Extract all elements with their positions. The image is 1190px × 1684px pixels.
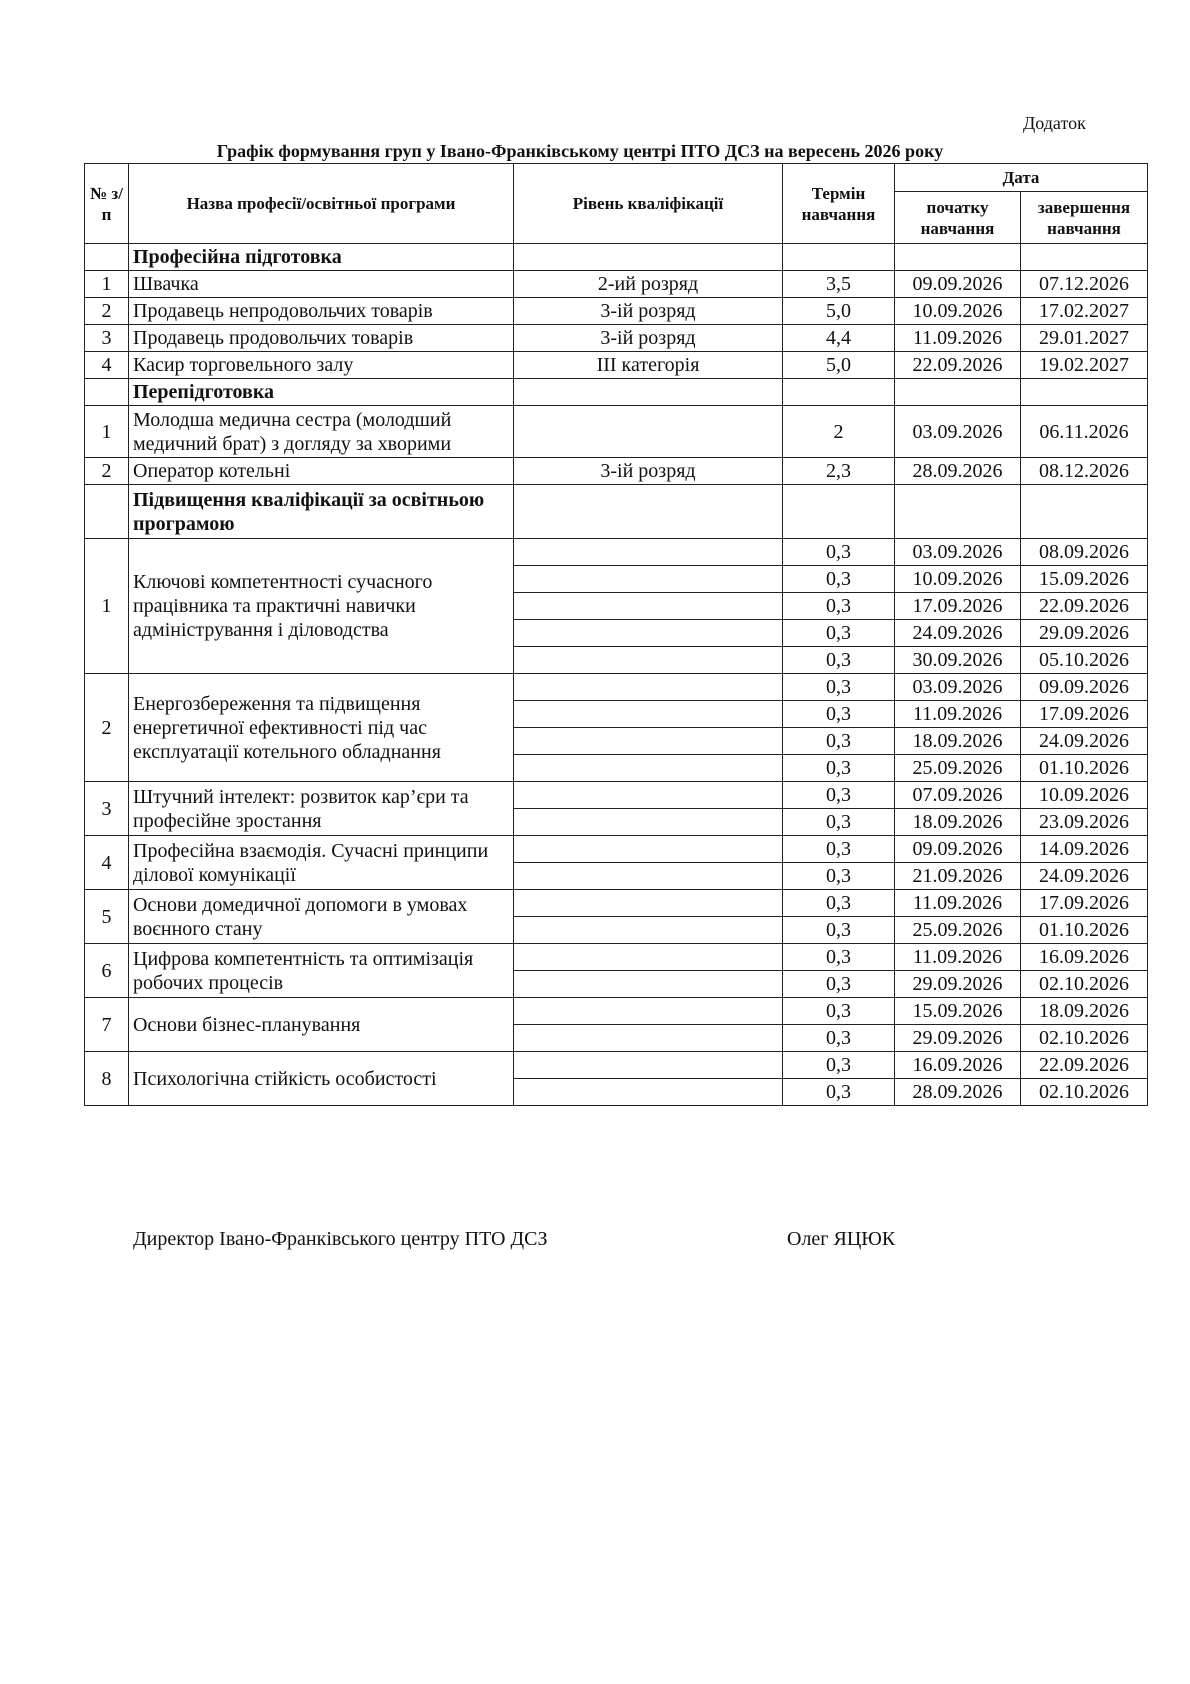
section-title: Підвищення кваліфікації за освітньою програмою — [129, 485, 514, 539]
qualification-level — [514, 566, 783, 593]
header-start: початку навчання — [895, 192, 1021, 244]
director-position: Директор Івано-Франківського центру ПТО ДСЗ — [133, 1228, 548, 1250]
table-row — [85, 406, 1148, 458]
study-term: 0,3 — [783, 566, 895, 593]
start-date: 30.09.2026 — [895, 647, 1021, 674]
study-term: 0,3 — [783, 890, 895, 917]
end-date: 22.09.2026 — [1021, 1052, 1148, 1079]
end-date: 17.09.2026 — [1021, 890, 1148, 917]
qualification-level — [514, 890, 783, 917]
program-name: Основи домедичної допомоги в умовах воєнного стану — [129, 890, 514, 944]
program-name: Касир торговельного залу — [129, 352, 514, 379]
end-date: 22.09.2026 — [1021, 593, 1148, 620]
table-row — [85, 782, 1148, 809]
study-term: 0,3 — [783, 755, 895, 782]
study-term: 0,3 — [783, 863, 895, 890]
table-row — [85, 325, 1148, 352]
program-name: Енергозбереження та підвищення енергетичної ефективності під час експлуатації котельного обладнання — [129, 674, 514, 782]
schedule-body — [85, 244, 1148, 1106]
qualification-level — [514, 944, 783, 971]
header-date: Дата — [895, 164, 1148, 192]
end-date: 24.09.2026 — [1021, 728, 1148, 755]
end-date: 16.09.2026 — [1021, 944, 1148, 971]
start-date: 16.09.2026 — [895, 1052, 1021, 1079]
end-date: 09.09.2026 — [1021, 674, 1148, 701]
row-number: 2 — [85, 674, 129, 782]
row-number: 3 — [85, 782, 129, 836]
table-row — [85, 352, 1148, 379]
start-date: 28.09.2026 — [895, 458, 1021, 485]
table-row — [85, 298, 1148, 325]
qualification-level — [514, 971, 783, 998]
program-name: Продавець непродовольчих товарів — [129, 298, 514, 325]
appendix-label: Додаток — [1023, 113, 1086, 133]
director-name: Олег ЯЦЮК — [787, 1228, 896, 1250]
table-row — [85, 998, 1148, 1025]
row-number: 5 — [85, 890, 129, 944]
program-name: Психологічна стійкість особистості — [129, 1052, 514, 1106]
row-number: 2 — [85, 298, 129, 325]
end-date: 02.10.2026 — [1021, 971, 1148, 998]
program-name: Штучний інтелект: розвиток кар’єри та професійне зростання — [129, 782, 514, 836]
table-row — [85, 674, 1148, 701]
end-date: 06.11.2026 — [1021, 406, 1148, 458]
table-row — [85, 1052, 1148, 1079]
end-date: 02.10.2026 — [1021, 1079, 1148, 1106]
start-date: 17.09.2026 — [895, 593, 1021, 620]
study-term: 0,3 — [783, 674, 895, 701]
header-name: Назва професії/освітньої програми — [129, 164, 514, 244]
qualification-level — [514, 1025, 783, 1052]
schedule-table — [84, 163, 1148, 1106]
start-date: 24.09.2026 — [895, 620, 1021, 647]
end-date: 29.01.2027 — [1021, 325, 1148, 352]
table-row — [85, 836, 1148, 863]
start-date: 25.09.2026 — [895, 917, 1021, 944]
study-term: 0,3 — [783, 1052, 895, 1079]
program-name: Ключові компетентності сучасного працівника та практичні навички адміністрування і діловодства — [129, 539, 514, 674]
table-row — [85, 890, 1148, 917]
start-date: 11.09.2026 — [895, 944, 1021, 971]
row-number: 1 — [85, 406, 129, 458]
end-date: 08.09.2026 — [1021, 539, 1148, 566]
end-date: 23.09.2026 — [1021, 809, 1148, 836]
qualification-level: 3-ій розряд — [514, 458, 783, 485]
qualification-level — [514, 755, 783, 782]
end-date: 01.10.2026 — [1021, 755, 1148, 782]
row-number: 1 — [85, 271, 129, 298]
row-number: 7 — [85, 998, 129, 1052]
qualification-level — [514, 647, 783, 674]
program-name: Основи бізнес-планування — [129, 998, 514, 1052]
study-term: 2 — [783, 406, 895, 458]
program-name: Швачка — [129, 271, 514, 298]
start-date: 18.09.2026 — [895, 809, 1021, 836]
program-name: Професійна взаємодія. Сучасні принципи ділової комунікації — [129, 836, 514, 890]
section-title: Перепідготовка — [129, 379, 514, 406]
section-row — [85, 244, 1148, 271]
study-term: 0,3 — [783, 728, 895, 755]
study-term: 0,3 — [783, 1025, 895, 1052]
qualification-level — [514, 863, 783, 890]
start-date: 10.09.2026 — [895, 298, 1021, 325]
header-end: завершення навчання — [1021, 192, 1148, 244]
end-date: 29.09.2026 — [1021, 620, 1148, 647]
end-date: 17.02.2027 — [1021, 298, 1148, 325]
study-term: 0,3 — [783, 944, 895, 971]
start-date: 11.09.2026 — [895, 325, 1021, 352]
start-date: 03.09.2026 — [895, 406, 1021, 458]
program-name: Молодша медична сестра (молодший медичний брат) з догляду за хворими — [129, 406, 514, 458]
start-date: 11.09.2026 — [895, 701, 1021, 728]
qualification-level — [514, 782, 783, 809]
start-date: 15.09.2026 — [895, 998, 1021, 1025]
end-date: 17.09.2026 — [1021, 701, 1148, 728]
start-date: 03.09.2026 — [895, 674, 1021, 701]
qualification-level — [514, 701, 783, 728]
qualification-level — [514, 406, 783, 458]
section-row — [85, 485, 1148, 539]
end-date: 18.09.2026 — [1021, 998, 1148, 1025]
qualification-level — [514, 620, 783, 647]
qualification-level: 2-ий розряд — [514, 271, 783, 298]
table-row — [85, 458, 1148, 485]
row-number: 3 — [85, 325, 129, 352]
end-date: 01.10.2026 — [1021, 917, 1148, 944]
study-term: 2,3 — [783, 458, 895, 485]
qualification-level — [514, 674, 783, 701]
study-term: 0,3 — [783, 836, 895, 863]
study-term: 0,3 — [783, 1079, 895, 1106]
qualification-level — [514, 593, 783, 620]
study-term: 0,3 — [783, 539, 895, 566]
end-date: 05.10.2026 — [1021, 647, 1148, 674]
start-date: 11.09.2026 — [895, 890, 1021, 917]
qualification-level — [514, 917, 783, 944]
qualification-level — [514, 998, 783, 1025]
table-row — [85, 539, 1148, 566]
study-term: 0,3 — [783, 971, 895, 998]
header-level: Рівень кваліфікації — [514, 164, 783, 244]
study-term: 0,3 — [783, 998, 895, 1025]
start-date: 03.09.2026 — [895, 539, 1021, 566]
end-date: 24.09.2026 — [1021, 863, 1148, 890]
study-term: 0,3 — [783, 647, 895, 674]
row-number: 1 — [85, 539, 129, 674]
qualification-level: ІІІ категорія — [514, 352, 783, 379]
end-date: 19.02.2027 — [1021, 352, 1148, 379]
end-date: 10.09.2026 — [1021, 782, 1148, 809]
qualification-level — [514, 539, 783, 566]
end-date: 07.12.2026 — [1021, 271, 1148, 298]
qualification-level — [514, 836, 783, 863]
start-date: 22.09.2026 — [895, 352, 1021, 379]
qualification-level — [514, 1079, 783, 1106]
start-date: 09.09.2026 — [895, 271, 1021, 298]
header-num: № з/п — [85, 164, 129, 244]
end-date: 08.12.2026 — [1021, 458, 1148, 485]
section-row — [85, 379, 1148, 406]
end-date: 15.09.2026 — [1021, 566, 1148, 593]
row-number: 4 — [85, 352, 129, 379]
start-date: 25.09.2026 — [895, 755, 1021, 782]
study-term: 0,3 — [783, 809, 895, 836]
study-term: 5,0 — [783, 352, 895, 379]
table-row — [85, 944, 1148, 971]
row-number: 4 — [85, 836, 129, 890]
start-date: 10.09.2026 — [895, 566, 1021, 593]
start-date: 29.09.2026 — [895, 1025, 1021, 1052]
start-date: 18.09.2026 — [895, 728, 1021, 755]
study-term: 0,3 — [783, 701, 895, 728]
start-date: 28.09.2026 — [895, 1079, 1021, 1106]
qualification-level: 3-ій розряд — [514, 298, 783, 325]
qualification-level — [514, 1052, 783, 1079]
study-term: 0,3 — [783, 620, 895, 647]
row-number: 2 — [85, 458, 129, 485]
study-term: 0,3 — [783, 593, 895, 620]
program-name: Продавець продовольчих товарів — [129, 325, 514, 352]
end-date: 02.10.2026 — [1021, 1025, 1148, 1052]
study-term: 4,4 — [783, 325, 895, 352]
study-term: 5,0 — [783, 298, 895, 325]
section-title: Професійна підготовка — [129, 244, 514, 271]
document-title: Графік формування груп у Івано-Франківському центрі ПТО ДСЗ на вересень 2026 року — [216, 141, 944, 161]
header-term: Термін навчання — [783, 164, 895, 244]
end-date: 14.09.2026 — [1021, 836, 1148, 863]
program-name: Цифрова компетентність та оптимізація робочих процесів — [129, 944, 514, 998]
start-date: 21.09.2026 — [895, 863, 1021, 890]
row-number: 8 — [85, 1052, 129, 1106]
qualification-level: 3-ій розряд — [514, 325, 783, 352]
start-date: 07.09.2026 — [895, 782, 1021, 809]
study-term: 3,5 — [783, 271, 895, 298]
row-number: 6 — [85, 944, 129, 998]
qualification-level — [514, 809, 783, 836]
start-date: 09.09.2026 — [895, 836, 1021, 863]
program-name: Оператор котельні — [129, 458, 514, 485]
start-date: 29.09.2026 — [895, 971, 1021, 998]
table-row — [85, 271, 1148, 298]
qualification-level — [514, 728, 783, 755]
study-term: 0,3 — [783, 782, 895, 809]
study-term: 0,3 — [783, 917, 895, 944]
